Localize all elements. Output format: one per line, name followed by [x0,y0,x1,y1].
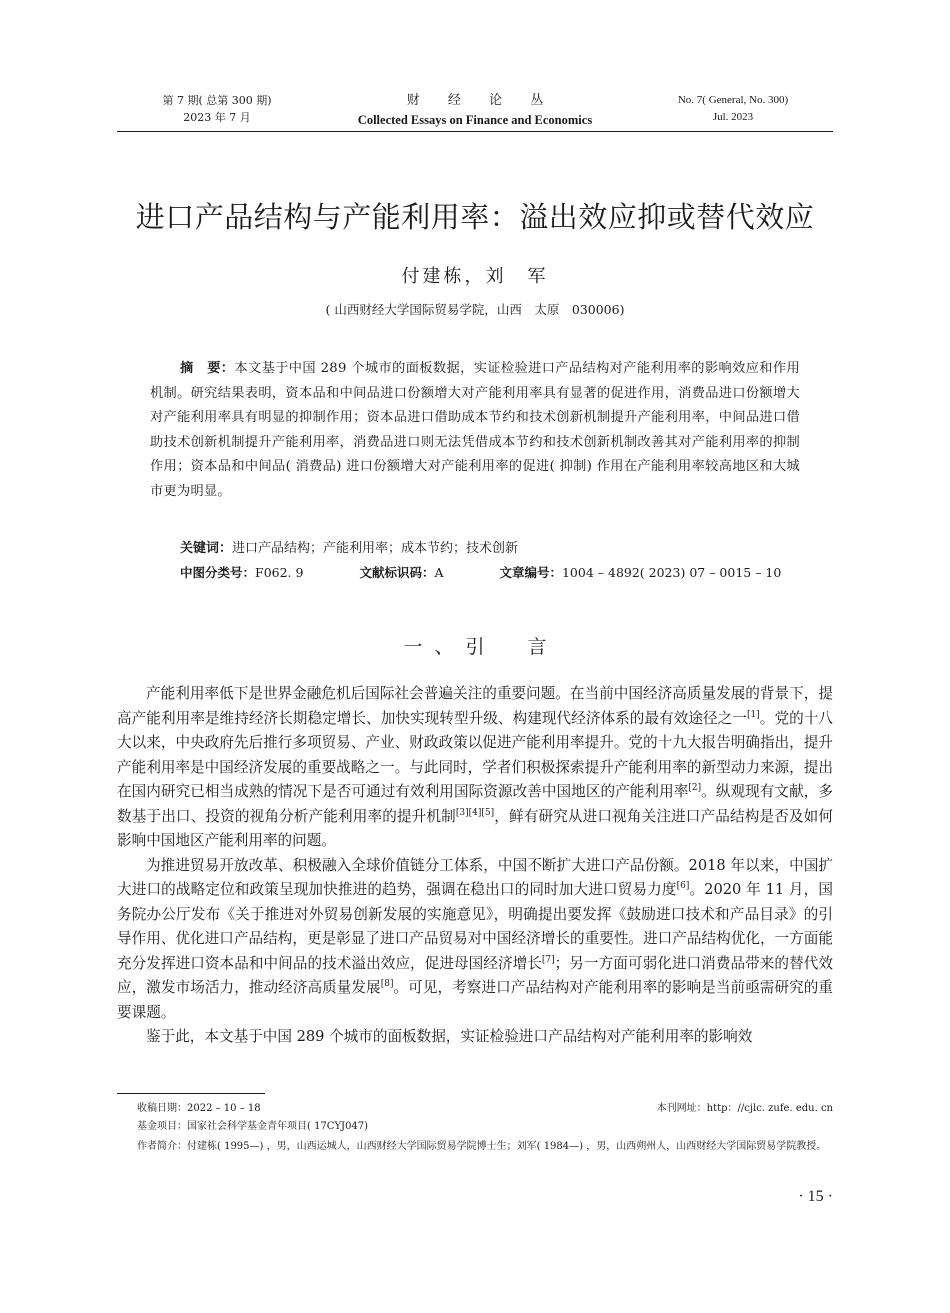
article-no-label: 文章编号： [499,565,562,580]
footnote-rule [117,1093,265,1094]
citation: [6] [676,881,690,891]
citation: [8] [380,979,394,989]
keywords-label: 关键词： [180,541,233,556]
paragraph [117,854,833,1026]
journal-name-en: Collected Essays on Finance and Economics [357,113,593,127]
article-title: 进口产品结构与产能利用率：溢出效应抑或替代效应 [135,200,815,234]
header-issue-number-en: No. 7( General, No. 300) [677,94,789,106]
page-number: · 15 · [798,1188,833,1205]
header-date: 2023 年 7 月 [183,111,251,124]
header-journal [317,92,633,130]
text-run: 。2020 年 11 月，国务院办公厅发布《关于推进对外贸易创新发展的实施意见》，明确提出要发挥《鼓励进口技术和产品目录》的引导作用、优化进口产品结构，更是彰显了进口产品贸易对中国经济增长的重要性。进口产品结构优化，一方面能充分发挥进口资本品和中间品的技术溢出效应，促进母国经济增长 [117,881,833,972]
citation: [2] [688,783,702,793]
article-no-item [499,565,781,580]
citation: [1] [746,709,760,720]
journal-name-cn: 财 经 论 丛 [406,93,556,108]
paragraph [117,682,833,854]
keywords [180,537,800,561]
abstract-text: 本文基于中国 289 个城市的面板数据，实证检验进口产品结构对产能利用率的影响效应和作用机制。研究结果表明，资本品和中间品进口份额增大对产能利用率具有显著的促进作用，消费品进口份额增大对产能利用率具有明显的抑制作用；资本品进口借助成本节约和技术创新机制提升产能利用率，中间品进口借助技术创新机制提升产能利用率，消费品进口则无法凭借成本节约和技术创新机制改善其对产能利用率的抑制作用；资本品和中间品( 消费品) 进口份额增大对产能利用率的促进( 抑制) 作用在产能利用率较高地区和大城市更为明显。 [150,361,800,499]
text-run: 。纵观现有文献，多数基于出口、投资的视角分析产能利用率的提升机制 [117,783,833,825]
footnote-url: 本刊网址：http：//cjlc. zufe. edu. cn [656,1103,833,1114]
citation: [3][4][5] [455,807,495,818]
text-run: 。党的十八大以来，中央政府先后推行多项贸易、产业、财政政策以促进产能利用率提升。党的十九大报告明确指出，提升产能利用率是中国经济发展的重要战略之一。与此同时，学者们积极探索提升产能利用率的新型动力来源，提出在国内研究已相当成熟的情况下是否可通过有效利用国际资源改善中国地区的产能利用率 [117,709,833,800]
abstract-label: 摘 要： [180,361,235,376]
section-heading: 一、引 言 [403,636,559,658]
text-run: 。可见，考察进口产品结构对产能利用率的影响是当前亟需研究的重要课题。 [117,979,833,1021]
doc-code-value: A [434,565,444,580]
footnote-fund: 基金项目：国家社会科学基金青年项目( 17CYJ047) [137,1121,369,1132]
article-authors: 付建栋，刘 军 [401,266,549,287]
keywords-text: 进口产品结构；产能利用率；成本节约；技术创新 [232,541,519,556]
article-no-value: 1004 – 4892( 2023) 07 – 0015 – 10 [561,565,782,580]
clc-value: F062. 9 [255,565,304,580]
doc-code-item [359,565,443,580]
header-issue-en [633,92,833,126]
header-issue: 第 7 期( 总第 300 期) [162,94,272,107]
abstract [150,357,800,505]
doc-code-label: 文献标识码： [359,565,435,580]
clc-item [180,565,303,580]
header-rule [117,131,833,132]
article-affiliation: ( 山西财经大学国际贸易学院，山西 太原 030006) [325,302,625,317]
text-run: ；另一方面可弱化进口消费品带来的替代效应，激发市场活力，推动经济高质量发展 [117,954,833,996]
running-header [117,92,833,132]
clc-label: 中图分类号： [180,565,256,580]
text-run: 产能利用率低下是世界金融危机后国际社会普遍关注的重要问题。在当前中国经济高质量发展的背景下，提高产能利用率是维持经济长期稳定增长、加快实现转型升级、构建现代经济体系的最有效途径之一 [117,685,833,727]
classification-line [180,561,830,585]
paragraph: 鉴于此，本文基于中国 289 个城市的面板数据，实证检验进口产品结构对产能利用率的影响效 [146,1028,753,1045]
footnote-authors: 作者简介：付建栋( 1995—) ，男，山西运城人，山西财经大学国际贸易学院博士生；刘军( 1984—) ，男，山西朔州人，山西财经大学国际贸易学院教授。 [137,1141,827,1152]
text-run: ，鲜有研究从进口视角关注进口产品结构是否及如何影响中国地区产能利用率的问题。 [117,807,833,849]
body-text [117,682,833,1050]
citation: [7] [541,954,555,965]
header-date-en: Jul. 2023 [712,111,754,123]
footnote-received: 收稿日期：2022 – 10 – 18 [137,1103,261,1114]
text-run: 为推进贸易开放改革、积极融入全球价值链分工体系，中国不断扩大进口产品份额。2018 年以来，中国扩大进口的战略定位和政策呈现加快推进的趋势，强调在稳出口的同时加大进口贸易力度 [117,856,833,898]
header-issue-cn [117,92,317,126]
